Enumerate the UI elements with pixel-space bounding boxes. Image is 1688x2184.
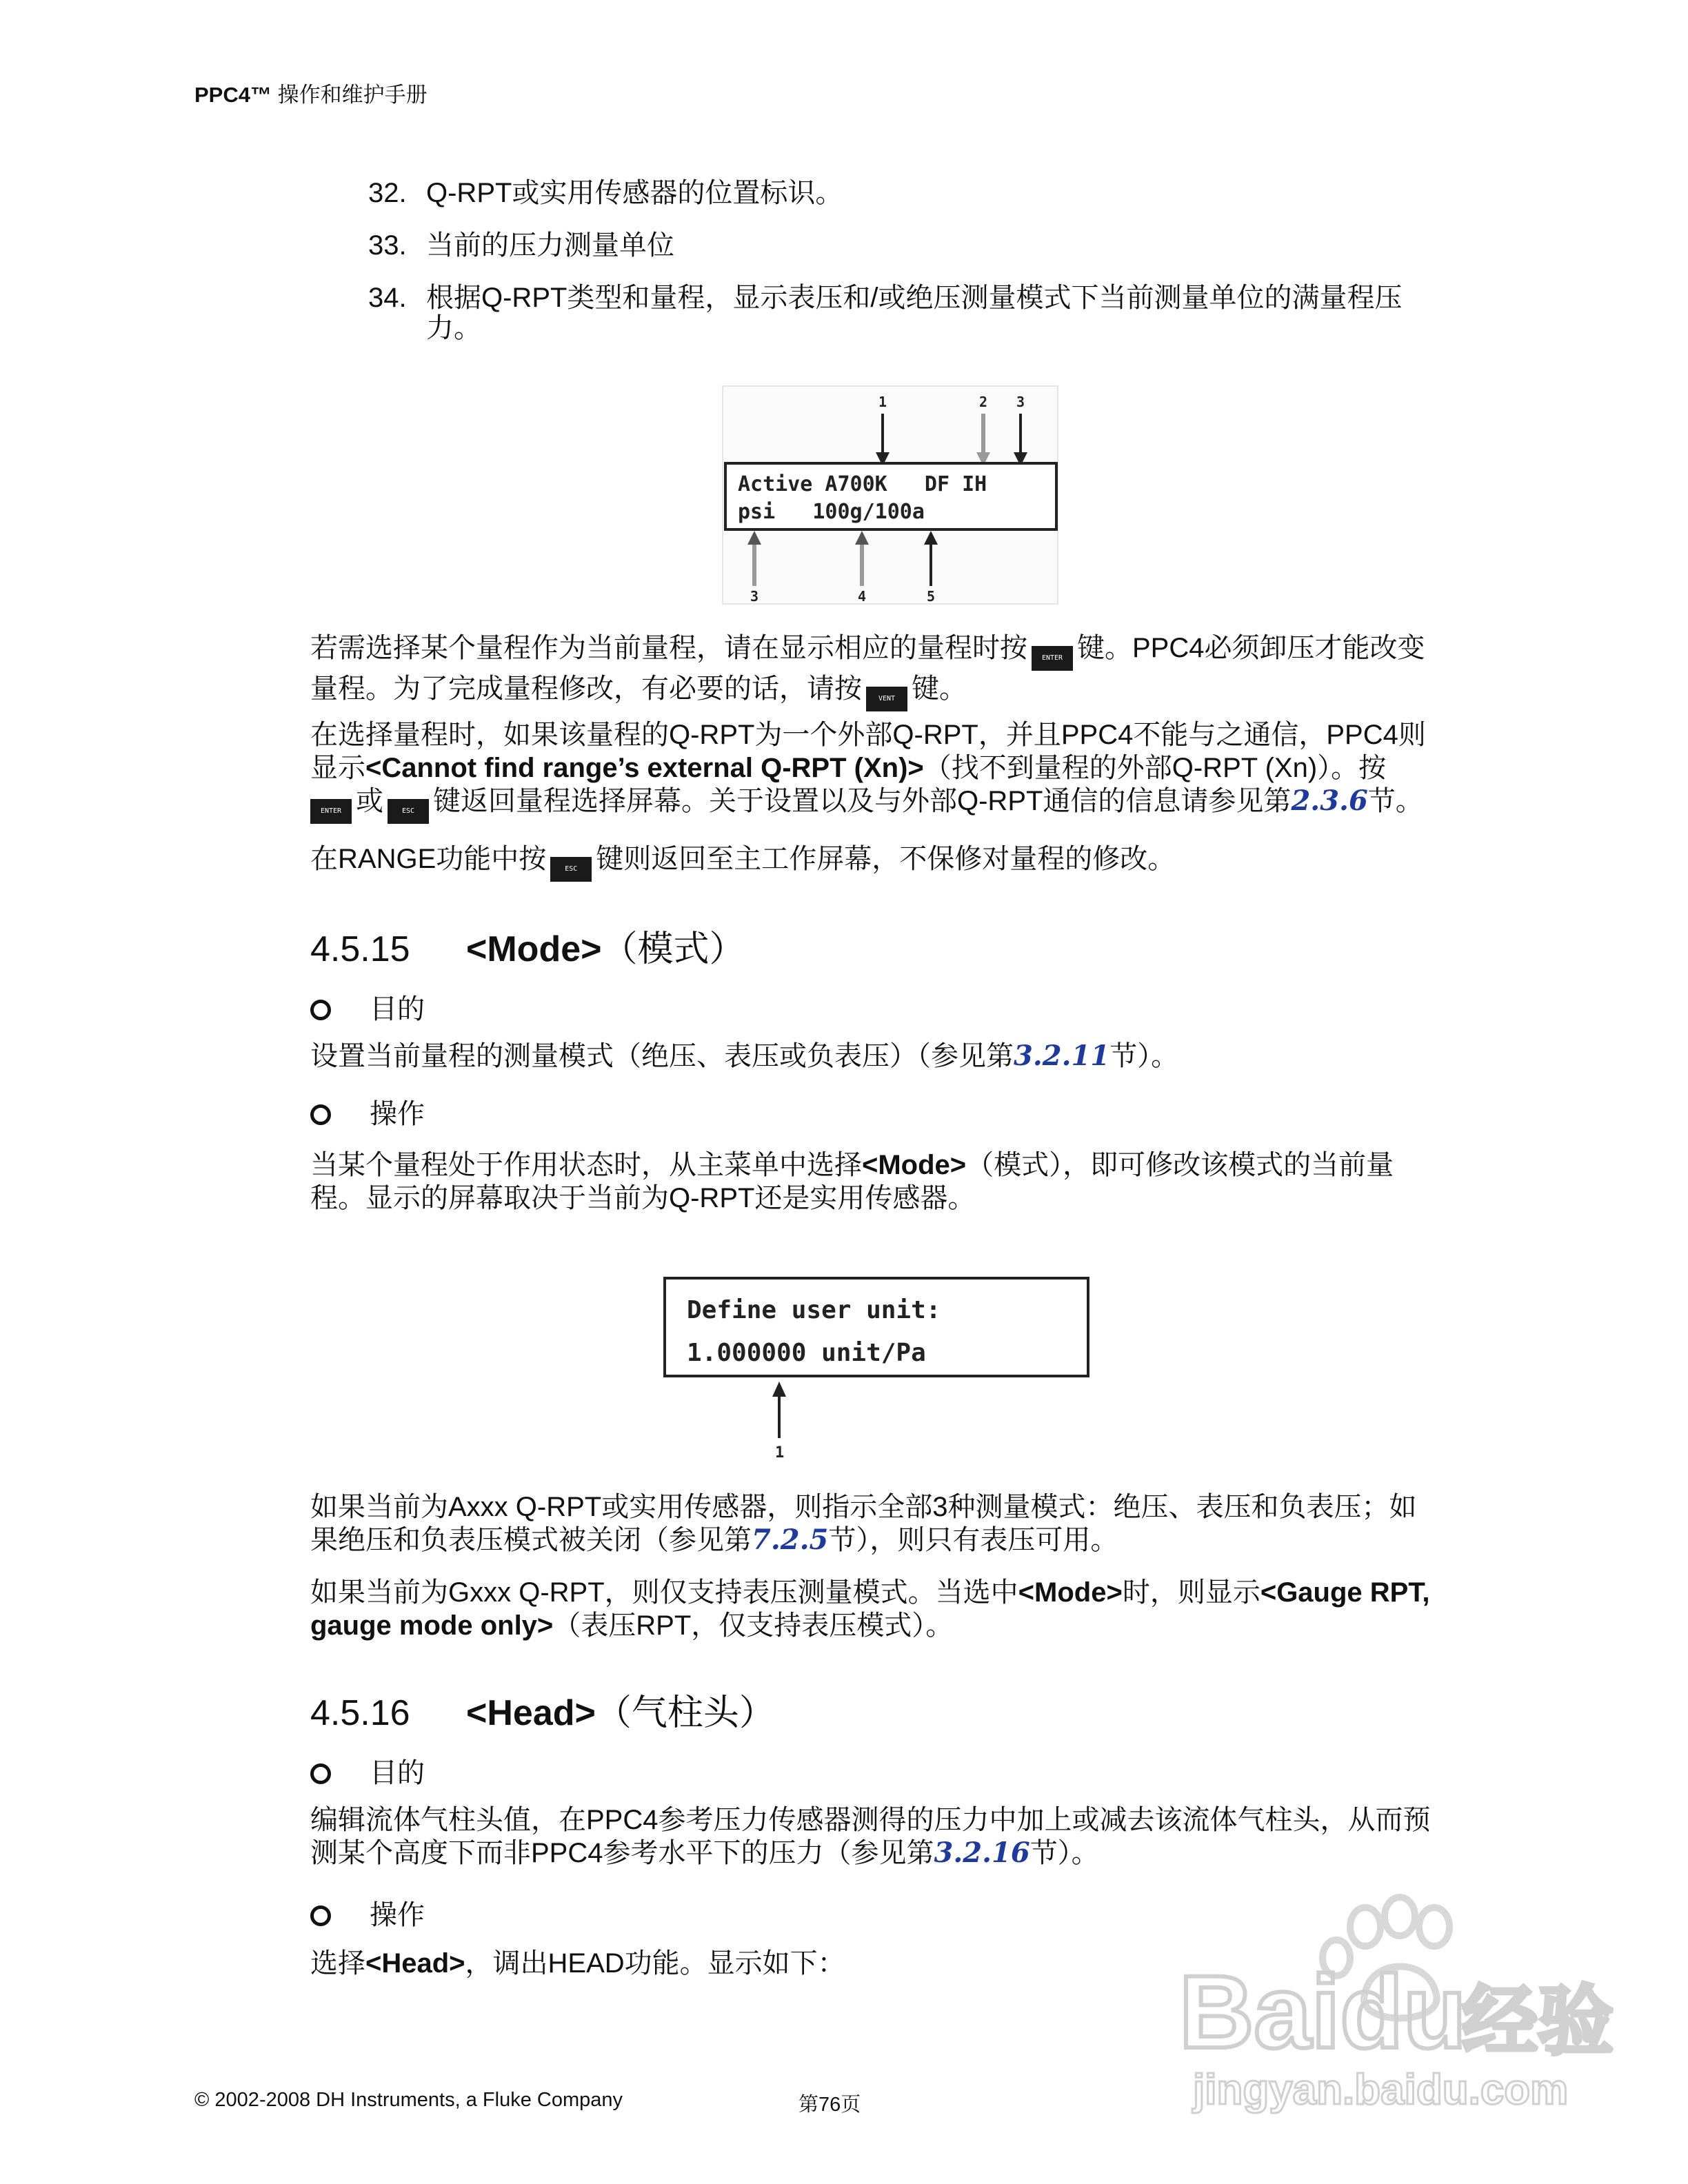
- header-subtitle: 操作和维护手册: [277, 83, 428, 107]
- marker-3: 3: [1016, 394, 1025, 410]
- paragraph-range-escape: 在RANGE功能中按 ESC 键则返回至主工作屏幕，不保修对量程的修改。: [310, 842, 1175, 882]
- esc-key-icon: ESC: [550, 857, 592, 882]
- section-ref-link[interactable]: 3.2.16: [934, 1837, 1030, 1869]
- marker-1: 1: [775, 1444, 785, 1462]
- text-line: 如果当前为Axxx Q-RPT或实用传感器，则指示全部3种测量模式：绝压、表压和负表压；如: [310, 1492, 1417, 1522]
- marker-2: 2: [979, 394, 988, 410]
- circle-bullet-icon: [310, 1104, 331, 1125]
- marker-b5: 5: [927, 588, 936, 605]
- text-line: gauge mode only>（表压RPT，仅支持表压模式）。: [310, 1610, 954, 1641]
- marker-b4: 4: [858, 588, 867, 605]
- paragraph-mode-operation: [310, 1149, 1510, 1215]
- section-heading-head: 4.5.16 <Head>（气柱头）: [310, 1693, 775, 1733]
- vent-key-icon: VENT: [866, 687, 907, 711]
- lcd-line-1: Define user unit:: [687, 1296, 941, 1324]
- paragraph-head-purpose: [310, 1803, 1524, 1870]
- text-line: 程。显示的屏幕取决于当前为Q-RPT还是实用传感器。: [310, 1183, 976, 1213]
- watermark-cn: 经验: [1462, 1979, 1614, 2064]
- paragraph-external-rpt: [310, 718, 1510, 824]
- list-item: 32. Q-RPT或实用传感器的位置标识。: [368, 178, 843, 208]
- circle-bullet-icon: [310, 1763, 331, 1784]
- marker-b3: 3: [750, 588, 759, 605]
- footer-page-number: 第76页: [798, 2094, 861, 2116]
- bullet-purpose: 目的: [310, 1751, 425, 1790]
- text-line: 果绝压和负表压模式被关闭（参见第7.2.5节），则只有表压可用。: [310, 1524, 1118, 1556]
- paragraph-mode-purpose: 设置当前量程的测量模式（绝压、表压或负表压）（参见第3.2.11节）。: [310, 1040, 1179, 1072]
- paragraph-head-operation: 选择<Head>，调出HEAD功能。显示如下：: [310, 1948, 845, 1979]
- bullet-operation: 操作: [310, 1893, 425, 1932]
- watermark-brand: Baidu: [1179, 1954, 1467, 2070]
- header-title: PPC4™: [194, 83, 272, 107]
- section-heading-mode: 4.5.15 <Mode>（模式）: [310, 929, 745, 969]
- text-line: 编辑流体气柱头值，在PPC4参考压力传感器测得的压力中加上或减去该流体气柱头，从而预: [310, 1805, 1431, 1835]
- paragraph-axxx: [310, 1490, 1510, 1557]
- text-line: 显示<Cannot find range’s external Q-RPT (Xn)>（找不到量程的外部Q-RPT (Xn)）。按: [310, 753, 1387, 783]
- text-line: 量程。为了完成量程修改，有必要的话，请按 VENT 键。: [310, 672, 1496, 711]
- bullet-operation: 操作: [310, 1092, 425, 1131]
- lcd-line-2: psi 100g/100a: [738, 500, 925, 524]
- circle-bullet-icon: [310, 1000, 331, 1020]
- enter-key-icon: ENTER: [310, 799, 352, 824]
- circle-bullet-icon: [310, 1905, 331, 1926]
- list-item-continuation: 力。: [426, 313, 481, 343]
- arrow-head: [772, 1382, 786, 1397]
- text-line: 在选择量程时，如果该量程的Q-RPT为一个外部Q-RPT，并且PPC4不能与之通信，PPC4则: [310, 720, 1426, 750]
- paragraph-range-select: [310, 631, 1496, 711]
- lcd-line-2: 1.000000 unit/Pa: [687, 1339, 926, 1367]
- section-ref-link[interactable]: 2.3.6: [1291, 785, 1368, 817]
- text-line: 测某个高度下而非PPC4参考水平下的压力（参见第3.2.16节）。: [310, 1837, 1099, 1869]
- text-line: 当某个量程处于作用状态时，从主菜单中选择<Mode>（模式），即可修改该模式的当前量: [310, 1150, 1394, 1180]
- enter-key-icon: ENTER: [1032, 646, 1073, 671]
- lcd-line-1: Active A700K DF IH: [738, 472, 987, 496]
- watermark-url: jingyan.baidu.com: [1193, 2066, 1569, 2114]
- section-ref-link[interactable]: 7.2.5: [752, 1524, 829, 1556]
- text-line: 若需选择某个量程作为当前量程，请在显示相应的量程时按 ENTER 键。PPC4必须卸压才能改变: [310, 631, 1496, 671]
- esc-key-icon: ESC: [388, 799, 429, 824]
- baidu-watermark: [1165, 1889, 1614, 2116]
- bullet-purpose: 目的: [310, 987, 425, 1027]
- text-line: 如果当前为Gxxx Q-RPT，则仅支持表压测量模式。当选中<Mode>时，则显示<Gauge RPT,: [310, 1577, 1430, 1608]
- list-item: 33. 当前的压力测量单位: [368, 230, 674, 261]
- text-line: ENTER 或 ESC 键返回量程选择屏幕。关于设置以及与外部Q-RPT通信的信息请参见第2.3.6节。: [310, 785, 1510, 824]
- paragraph-gxxx: [310, 1576, 1524, 1642]
- footer-copyright: © 2002-2008 DH Instruments, a Fluke Company: [194, 2089, 623, 2111]
- list-item: 34. 根据Q-RPT类型和量程，显示表压和/或绝压测量模式下当前测量单位的满量程压: [368, 283, 1403, 313]
- page-header: [194, 77, 428, 108]
- lcd-user-unit-diagram: [662, 1275, 1096, 1462]
- lcd-range-diagram: [723, 386, 1067, 607]
- section-ref-link[interactable]: 3.2.11: [1014, 1040, 1110, 1072]
- marker-1: 1: [878, 394, 887, 410]
